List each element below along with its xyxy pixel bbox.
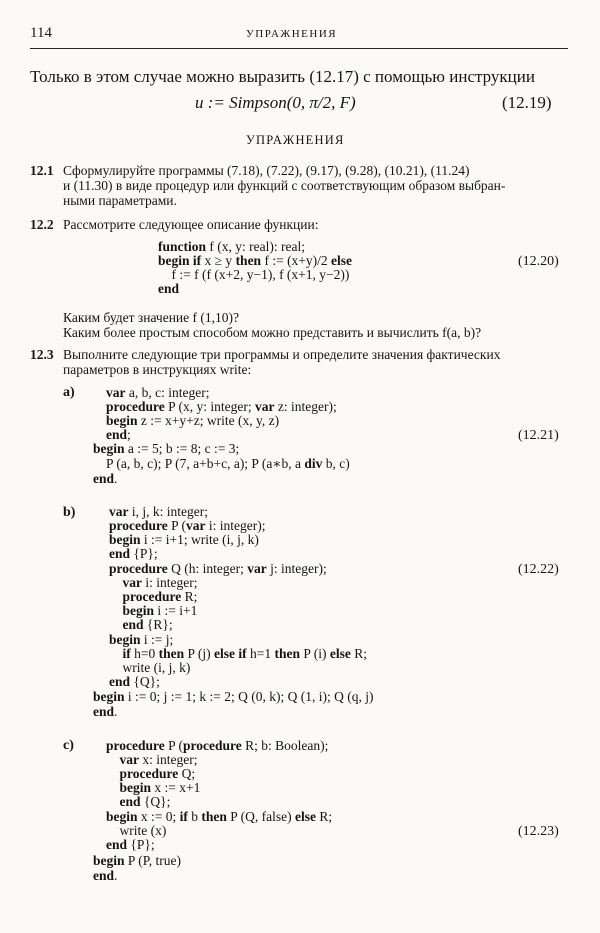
- code-line: procedure P (x, y: integer; var z: integer);: [106, 399, 337, 414]
- page-number: 114: [30, 25, 52, 41]
- part-b-label: b): [63, 505, 76, 520]
- code-line: var i, j, k: integer;: [109, 504, 208, 519]
- formula-12-19: u := Simpson(0, π/2, F): [195, 93, 356, 112]
- equation-number-12-20: (12.20): [518, 254, 559, 269]
- exercise-12-3-line: Выполните следующие три программы и определите значения фактических: [63, 347, 501, 362]
- code-line: end {P};: [109, 546, 158, 561]
- code-line: begin x := 0; if b then P (Q, false) else R;: [106, 809, 333, 824]
- code-line: end: [158, 281, 180, 296]
- exercise-12-1-line: Сформулируйте программы (7.18), (7.22), (9.17), (9.28), (10.21), (11.24): [63, 163, 470, 178]
- part-a-label: a): [63, 385, 75, 400]
- code-line: end;: [106, 427, 131, 442]
- code-line: begin if x ≥ y then f := (x+y)/2 else: [158, 253, 353, 268]
- code-line: begin i := i+1; write (i, j, k): [109, 532, 259, 547]
- section-title: УПРАЖНЕНИЯ: [246, 133, 345, 147]
- code-line: if h=0 then P (j) else if h=1 then P (i) else R;: [122, 646, 368, 661]
- intro-text: Только в этом случае можно выразить (12.17) с помощью инструкции: [30, 67, 535, 86]
- code-line: end.: [93, 704, 118, 719]
- equation-number-12-19: (12.19): [502, 93, 552, 112]
- code-line: end.: [93, 868, 118, 883]
- code-line: begin i := i+1: [122, 603, 198, 618]
- code-line: end {R};: [122, 617, 173, 632]
- code-line: var x: integer;: [119, 752, 198, 767]
- exercise-12-2-text: Рассмотрите следующее описание функции:: [63, 217, 319, 232]
- exercise-12-3-line: параметров в инструкциях write:: [63, 362, 252, 377]
- code-line: write (i, j, k): [109, 660, 191, 675]
- code-line: var i: integer;: [122, 575, 198, 590]
- code-line: begin P (P, true): [93, 853, 182, 868]
- code-line: write (x): [106, 823, 167, 838]
- code-line: P (a, b, c); P (7, a+b+c, a); P (a∗b, a div b, c): [106, 456, 350, 471]
- code-line: procedure P (procedure R; b: Boolean);: [106, 738, 329, 753]
- equation-number-12-22: (12.22): [518, 562, 559, 577]
- exercise-12-2-number: 12.2: [30, 217, 54, 232]
- code-line: begin z := x+y+z; write (x, y, z): [106, 413, 280, 428]
- code-line: begin i := 0; j := 1; k := 2; Q (0, k); Q (1, i); Q (q, j): [93, 689, 374, 704]
- code-line: procedure R;: [122, 589, 198, 604]
- part-c-label: c): [63, 738, 74, 753]
- exercise-12-2-question-1: Каким будет значение f (1,10)?: [63, 310, 239, 325]
- equation-number-12-23: (12.23): [518, 824, 559, 839]
- exercise-12-1-number: 12.1: [30, 163, 54, 178]
- exercise-12-2-question-2: Каким более простым способом можно представить и вычислить f(a, b)?: [63, 325, 482, 340]
- code-line: var a, b, c: integer;: [106, 385, 210, 400]
- code-line: begin i := j;: [109, 632, 174, 647]
- code-line: end.: [93, 471, 118, 486]
- code-line: end {Q};: [119, 794, 171, 809]
- header-rule: [30, 48, 568, 49]
- code-line: function f (x, y: real): real;: [158, 239, 305, 254]
- code-line: end {Q};: [109, 674, 160, 689]
- exercise-12-1-line: и (11.30) в виде процедур или функций с соответствующим образом выбран-: [63, 178, 506, 193]
- code-line: procedure Q;: [119, 766, 196, 781]
- exercise-12-1-line: ными параметрами.: [63, 193, 177, 208]
- running-title: УПРАЖНЕНИЯ: [246, 28, 338, 40]
- equation-number-12-21: (12.21): [518, 428, 559, 443]
- code-line: procedure Q (h: integer; var j: integer);: [109, 561, 327, 576]
- code-line: begin a := 5; b := 8; c := 3;: [93, 441, 240, 456]
- code-line: begin x := x+1: [119, 780, 201, 795]
- exercise-12-3-number: 12.3: [30, 347, 54, 362]
- code-line: procedure P (var i: integer);: [109, 518, 266, 533]
- code-line: end {P};: [106, 837, 155, 852]
- code-line: f := f (f (x+2, y−1), f (x+1, y−2)): [158, 267, 350, 282]
